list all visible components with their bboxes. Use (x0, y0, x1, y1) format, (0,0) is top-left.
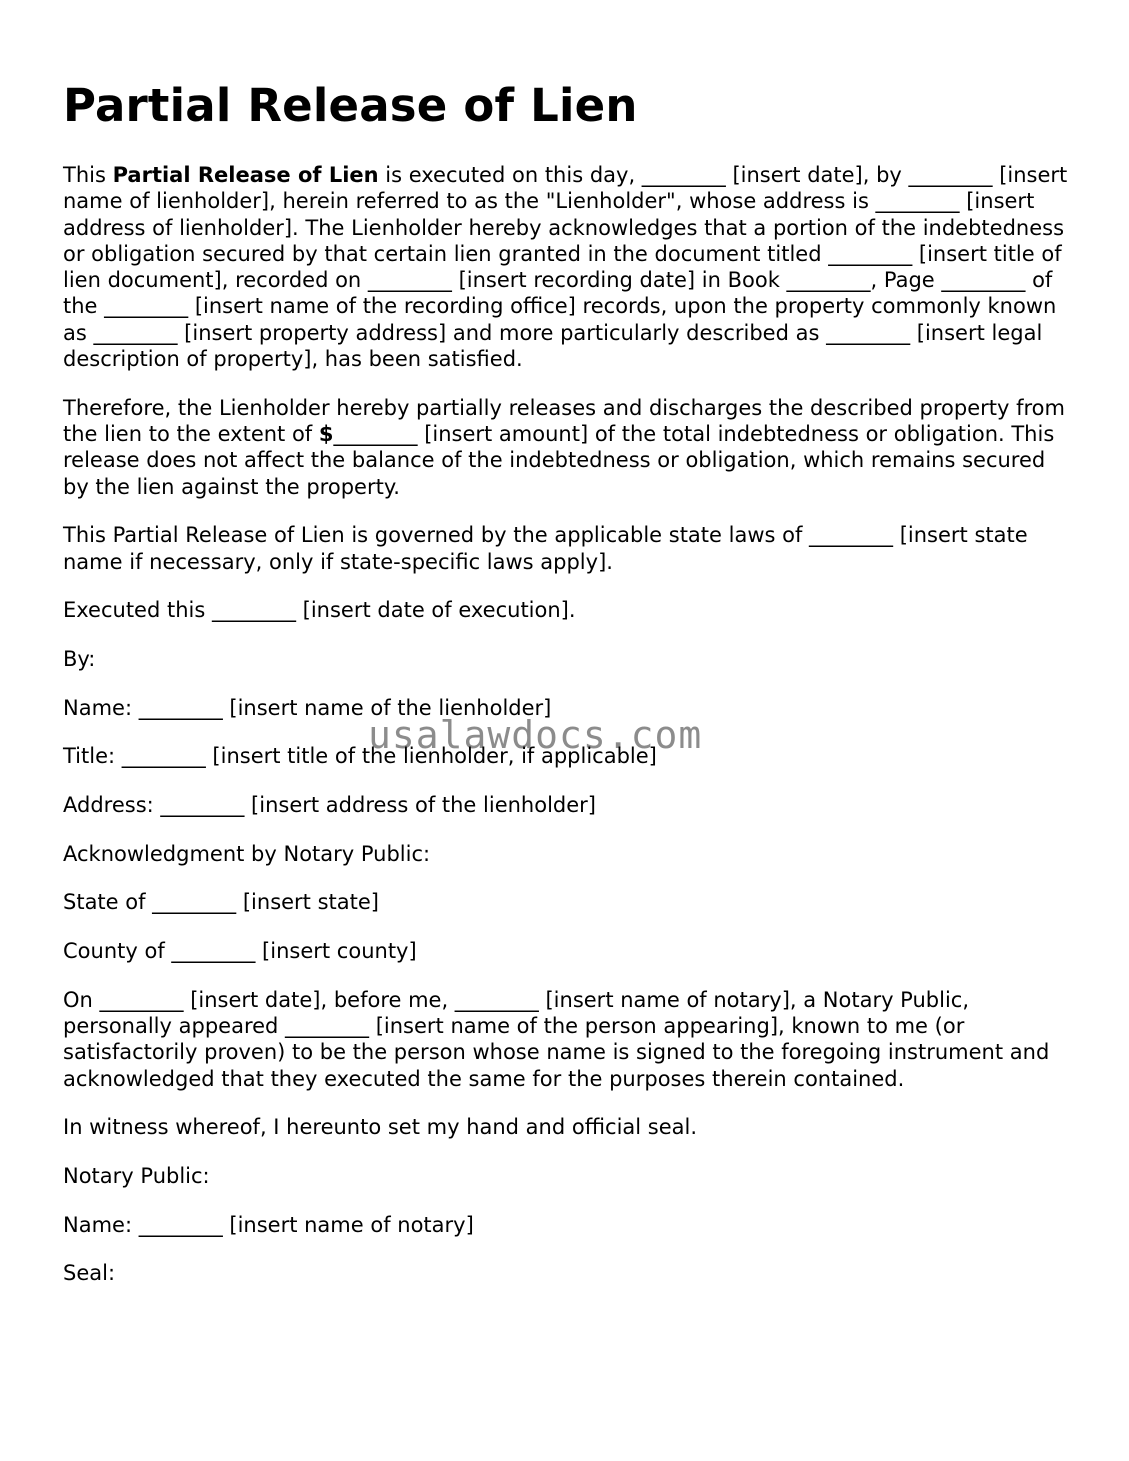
executed-line: Executed this ________ [insert date of execution]. (63, 598, 576, 623)
intro-text-start: This (63, 163, 113, 187)
lienholder-name-line: Name: ________ [insert name of the lienholder] (63, 695, 552, 720)
notary-name-line: Name: ________ [insert name of notary] (63, 1212, 474, 1237)
release-text-start: Therefore, the Lienholder hereby partially releases and discharges the described property from the lien to the extent of (63, 395, 1065, 447)
intro-bold-term: Partial Release of Lien (112, 163, 379, 187)
intro-text-rest: is executed on this day, ________ [insert date], by ________ [insert name of lienholder], herein referred to as the "Lienholder", whose address is ________ [insert address of lienholder]. The Lienholder hereby acknowledges that a portion of the indebtedness or obligation secured by that certain lien granted in the document titled ________ [insert title of lien document], recorded on ________ [insert recording date] in Book ________, Page ________ of the ________ [insert name of the recording office] records, upon the property commonly known as ________ [insert property address] and more particularly described as ________ [insert legal description of property], has been satisfied. (63, 163, 1068, 372)
dollar-sign: $ (318, 422, 334, 447)
notary-acknowledgment-heading: Acknowledgment by Notary Public: (63, 841, 431, 866)
lienholder-title-line: Title: ________ [insert title of the lienholder, if applicable] (63, 744, 657, 769)
document-title: Partial Release of Lien (63, 79, 638, 132)
notary-public-label: Notary Public: (63, 1164, 210, 1189)
governing-law-paragraph: This Partial Release of Lien is governed by the applicable state laws of ________ [insert state name if necessary, only if state-specific laws apply]. (63, 523, 1028, 574)
watermark: usalawdocs.com (368, 713, 703, 757)
by-label: By: (63, 647, 96, 672)
document-body (63, 78, 1073, 1309)
release-text-rest: ________ [insert amount] of the total indebtedness or obligation. This release does not affect the balance of the indebtedness or obligation, which remains secured by the lien against the property. (63, 422, 1055, 499)
lienholder-address-line: Address: ________ [insert address of the lienholder] (63, 793, 596, 818)
seal-label: Seal: (63, 1261, 116, 1286)
notary-statement-paragraph: On ________ [insert date], before me, ________ [insert name of notary], a Notary Public, personally appeared ________ [insert name of the person appearing], known to me (or satisfactorily proven) to be the person whose name is signed to the foregoing instrument and acknowledged that they executed the same for the purposes therein contained. (63, 987, 1050, 1091)
intro-paragraph (63, 162, 1073, 372)
state-line: State of ________ [insert state] (63, 890, 379, 915)
witness-line: In witness whereof, I hereunto set my hand and official seal. (63, 1115, 698, 1140)
release-paragraph (63, 395, 1073, 500)
county-line: County of ________ [insert county] (63, 939, 417, 964)
